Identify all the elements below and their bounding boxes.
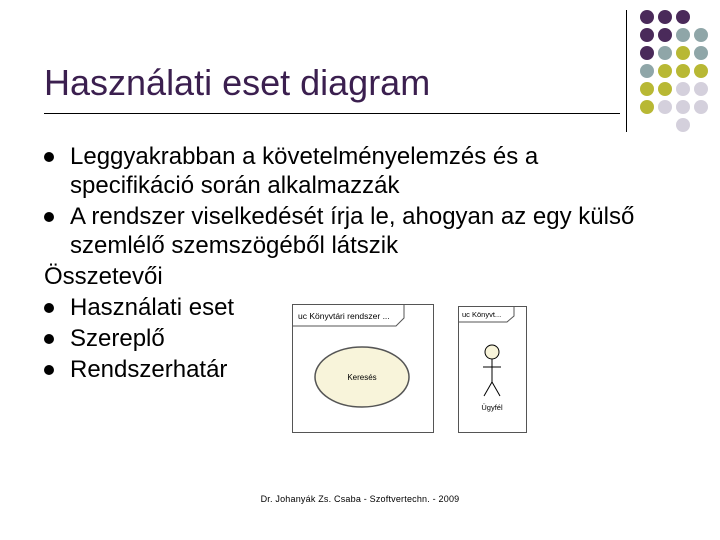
decor-dot [640,10,654,24]
decor-dot [694,64,708,78]
use-case-label: Keresés [347,373,377,382]
decor-dot [676,100,690,114]
uml-use-case-diagram [292,304,528,434]
decor-dot [676,28,690,42]
decor-vertical-line [626,10,627,132]
decor-dot [640,82,654,96]
bullet-dot-icon [44,303,54,313]
decor-dot [658,28,672,42]
bullet-item [44,142,664,200]
decor-dot [694,46,708,60]
decor-dot [676,82,690,96]
bullet-dot-icon [44,365,54,375]
decor-dot [658,100,672,114]
decor-dot [640,46,654,60]
slide-title: Használati eset diagram [44,62,431,103]
components-heading: Összetevői [44,263,163,290]
decor-dot [694,82,708,96]
actor-frame-label: uc Könyvt... [462,310,502,319]
decor-dot [676,118,690,132]
decor-dot [676,46,690,60]
decor-dot [694,28,708,42]
bullet-dot-icon [44,334,54,344]
decor-dot [676,64,690,78]
decor-dot [640,64,654,78]
decor-dot [658,10,672,24]
title-underline [44,113,620,114]
bullet-text: Leggyakrabban a követelményelemzés és a specifikáció során alkalmazzák [70,143,539,199]
decor-dot [694,100,708,114]
decor-dot [640,100,654,114]
decor-dot [676,10,690,24]
bullet-text: A rendszer viselkedését írja le, ahogyan az egy külső szemlélő szemszögéből látszik [70,203,635,259]
decor-dot [658,82,672,96]
decor-dot [658,64,672,78]
bullet-text: Szereplő [70,325,165,352]
decor-dot [658,46,672,60]
bullet-text: Rendszerhatár [70,356,228,383]
decor-dot [640,28,654,42]
actor-label: Ügyfél [481,403,503,412]
bullet-dot-icon [44,212,54,222]
bullet-dot-icon [44,152,54,162]
system-frame-label: uc Könyvtári rendszer ... [298,311,390,321]
bullet-item [44,202,664,260]
slide-footer: Dr. Johanyák Zs. Csaba - Szoftvertechn. - 2009 [260,494,460,504]
bullet-text: Használati eset [70,294,235,321]
